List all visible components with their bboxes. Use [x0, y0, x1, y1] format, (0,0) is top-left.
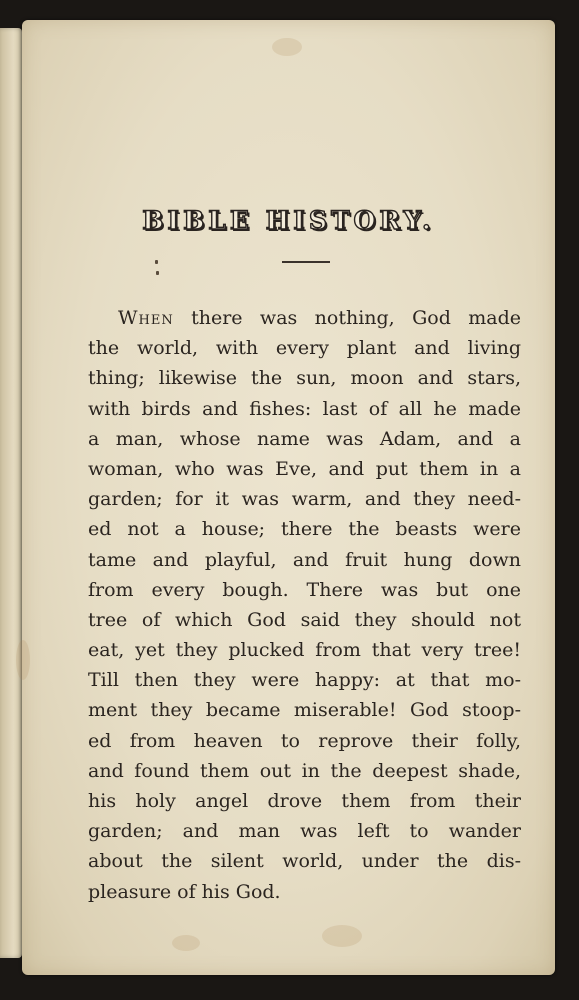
text-line: with birds and fishes: last of all he made	[88, 397, 521, 420]
text-line: thing; likewise the sun, moon and stars,	[88, 367, 521, 390]
text-line: ed from heaven to reprove their folly,	[88, 729, 521, 752]
text-line: eat, yet they plucked from that very tree!	[88, 639, 521, 662]
text-line: about the silent world, under the dis-	[88, 850, 521, 873]
text-line: Till then they were happy: at that mo-	[88, 669, 521, 692]
text-line: tame and playful, and fruit hung down	[88, 548, 521, 571]
first-line-text: there was nothing, God made	[191, 307, 521, 329]
drop-word: When	[118, 307, 174, 329]
ink-mark	[155, 260, 158, 264]
text-line	[88, 303, 521, 333]
title-rule	[282, 261, 330, 263]
text-line: ed not a house; there the beasts were	[88, 518, 521, 541]
text-line: pleasure of his God.	[88, 880, 281, 903]
text-line: tree of which God said they should not	[88, 608, 521, 631]
text-line: his holy angel drove them from their	[88, 790, 521, 812]
paper-stain	[16, 640, 30, 680]
facing-page-edge	[0, 28, 22, 958]
text-line: garden; for it was warm, and they need-	[88, 488, 521, 511]
text-line: ment they became miserable! God stoop-	[88, 699, 521, 722]
ink-mark	[156, 271, 159, 275]
text-line: the world, with every plant and living	[88, 337, 521, 360]
paper-stain	[272, 38, 302, 56]
body-paragraph	[88, 303, 521, 907]
paper-stain	[322, 925, 362, 947]
text-line: garden; and man was left to wander	[88, 820, 521, 843]
paper-stain	[172, 935, 200, 951]
text-line: a man, whose name was Adam, and a	[88, 427, 521, 450]
text-line: from every bough. There was but one	[88, 578, 521, 601]
book-page	[22, 20, 555, 975]
text-line: and found them out in the deepest shade,	[88, 759, 521, 782]
page-title: BIBLE HISTORY.	[142, 206, 435, 235]
text-line: woman, who was Eve, and put them in a	[88, 457, 521, 480]
